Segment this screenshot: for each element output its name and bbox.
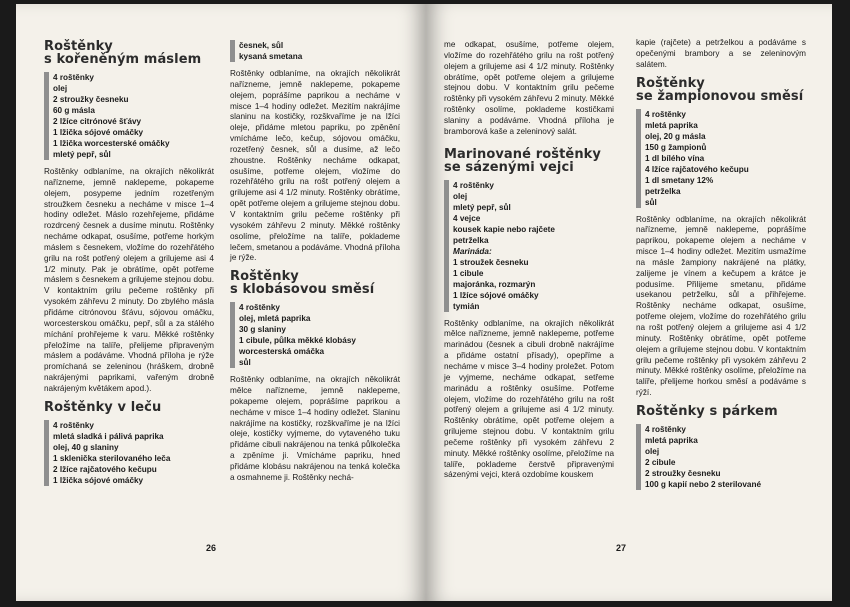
ingredient: 1 lžíce sójové omáčky <box>453 290 539 300</box>
recipe-title-marinovane <box>444 148 614 174</box>
ingredient-list <box>230 302 400 368</box>
ingredient: 4 roštěnky <box>645 424 686 434</box>
recipe-instructions: me odkapat, osušíme, potřeme olejem, vložíme do rozehřátého grilu na rošt potřený olejem a grilujeme asi 4 1/2 minuty. Roštěnky obrátíme, opět potřeme olejem a grilujeme stejnou dobu. V kontaktním grilu pečeme roštěnky při vysokém záhřevu 2 minuty. Měkké roštěnky osolíme, poklademe kostičkami slaniny a podáváme. Vhodná příloha je bramborová kaše a zeleninový salát. <box>444 40 614 136</box>
ingredient: 2 lžíce rajčatového kečupu <box>53 464 157 474</box>
ingredient: 4 roštěnky <box>453 180 494 190</box>
ingredient: olej <box>645 446 660 456</box>
ingredient: 4 roštěnky <box>53 420 94 430</box>
marinade-label: Marináda: <box>453 246 492 256</box>
ingredient: 4 vejce <box>453 213 481 223</box>
ingredient: 100 g kapií nebo 2 sterilované <box>645 479 762 489</box>
ingredient: 4 roštěnky <box>53 73 94 82</box>
ingredient: 30 g slaniny <box>239 325 286 335</box>
ingredient: česnek, sůl <box>239 41 284 50</box>
ingredient: olej, 20 g másla <box>645 131 706 141</box>
ingredient: 1 lžička sójové omáčky <box>53 128 144 137</box>
ingredient: 1 cibule <box>453 268 484 278</box>
recipe-title-koreneny <box>44 40 214 66</box>
right-column-1 <box>444 40 614 487</box>
ingredient-list <box>44 72 214 160</box>
recipe-title-lecu: Roštěnky v leču <box>44 399 162 415</box>
ingredient: 1 stroužek česneku <box>453 257 529 267</box>
ingredient: 2 lžíce citrónové šťávy <box>53 117 142 126</box>
ingredient: 4 roštěnky <box>239 303 280 313</box>
left-column-1 <box>44 40 214 493</box>
ingredient: 2 stroužky česneku <box>53 95 129 104</box>
left-column-2 <box>230 40 400 490</box>
recipe-instructions: Roštěnky odblaníme, na okrajích několikrát nařízneme, jemně naklepeme, pokapeme olejem, poprášíme paprikou a necháme v misce 1–4 hodiny odležet. Mezitím nakrájíme slaninu na kostičky, rozškvaříme je na lžíci oleje, přidáme mletou papriku, po zpěnění vmícháme lečo, kečup, sójovou omáčku, rozetřený česnek, sůl a dusíme, až lečo zhoustne. Roštěnky necháme odkapat, osušíme, potřeme olejem, vložíme do rozehřátého grilu na rošt potřený olejem a grilujeme asi 4 1/2 minuty. Roštěnky obrátíme, opět potřeme olejem a grilujeme stejnou dobu. V kontaktním grilu pečeme roštěnky při vysokém záhřevu 2 minuty. Měkké roštěnky osolíme, přeložíme na talíře, poklademe lečem, smetanou a podáváme. Vhodná příloha je rýže. <box>230 69 400 263</box>
ingredient: 1 dl smetany 12% <box>645 175 714 185</box>
recipe-instructions: Roštěnky odblaníme, na okrajích několikrát mělce nařízneme, jemně naklepeme, pokapeme olejem, poprášíme paprikou a necháme v misce 1–4 hodiny odležet. Slaninu nakrájíme na kostičky, rozškvaříme je na lžíci oleje, kostičky vyjmeme, do vytaveného tuku přidáme cibuli nakrájenou na tenká půlkolečka a zpěníme ji. Vmícháme papriku, hned přidáme klobásu nakrájenou na tenká kolečka a osmahneme ji. Roštěnky nechá- <box>230 375 400 482</box>
recipe-instructions: Roštěnky odblaníme, na okrajích několikrát mělce nařízneme, jemně naklepeme, potřeme marinádou (česnek a cibuli drobně nakrájíme a přidáme ostatní přísady), opepříme a necháme v misce 3–4 hodiny proležet. Potom je vyjmeme, necháme odkapat, setřeme marinádu a roštěnky osušíme. Potřeme olejem, vložíme do rozehřátého grilu na rošt potřený olejem a grilujeme asi 4 1/2 minuty. Roštěnky obrátíme, opět potřeme olejem a grilujeme stejnou dobu. V kontaktním grilu pečeme roštěnky při vysokém záhřevu 2 minuty. Měkké roštěnky osolíme, přeložíme na talíře, poklademe čerstvě připravenými sázenými vejci, která ozdobíme kouskem <box>444 318 614 480</box>
ingredient: kysaná smetana <box>239 52 303 61</box>
left-page <box>16 4 426 601</box>
ingredient: petrželka <box>645 186 681 196</box>
ingredient: 150 g žampionů <box>645 142 707 152</box>
ingredient: mletá paprika <box>645 435 698 445</box>
title-line-2: se sázenými vejci <box>444 159 574 175</box>
title-line-1: Roštěnky <box>230 269 299 285</box>
ingredient: sůl <box>239 358 251 368</box>
title-line-1: Roštěnky <box>636 75 705 91</box>
ingredient: sůl <box>645 197 657 207</box>
title-line-1: Marinované roštěnky <box>444 146 601 162</box>
ingredient: 1 lžička worcesterské omáčky <box>53 139 170 148</box>
ingredient: worcesterská omáčka <box>239 347 325 357</box>
ingredient-list <box>444 180 614 312</box>
title-line-2: s klobásovou směsí <box>230 282 375 298</box>
title-line-2: s kořeněným máslem <box>44 52 202 67</box>
ingredient: mletá paprika <box>645 120 698 130</box>
right-page <box>426 4 832 601</box>
title-line-1: Roštěnky <box>44 39 113 54</box>
ingredient: olej, 40 g slaniny <box>53 442 119 452</box>
ingredient: 1 dl bílého vína <box>645 153 705 163</box>
ingredient: mletý pepř, sůl <box>453 202 511 212</box>
ingredient: petrželka <box>453 235 489 245</box>
ingredient: 2 cibule <box>645 457 676 467</box>
ingredient: 1 lžička sójové omáčky <box>53 475 144 485</box>
ingredient-list <box>636 424 806 490</box>
ingredient: 60 g másla <box>53 106 95 115</box>
ingredient: olej <box>53 84 68 93</box>
ingredient: olej <box>453 191 468 201</box>
ingredient: majoránka, rozmarýn <box>453 279 536 289</box>
recipe-title-klobasa <box>230 270 400 296</box>
ingredient: kousek kapie nebo rajčete <box>453 224 555 234</box>
ingredient: mletý pepř, sůl <box>53 150 111 159</box>
ingredient: 1 cibule, půlka měkké klobásy <box>239 336 356 346</box>
recipe-instructions: Roštěnky odblaníme, na okrajích několikrát nařízneme, jemně naklepeme, pokapeme olejem, posypeme jedním rozetřeným stroužkem česneku a necháme v misce 1–4 hodiny odležet. Máslo rozehřejeme, přidáme rozdrcený česnek a dusíme minutu. Roštěnky necháme odkapat, osušíme, potřeme horkým máslem s česnekem, vložíme do rozehřátého grilu na rošt potřený olejem a grilujeme asi 4 1/2 minuty. Pak je obrátíme, opět potřeme máslem s česnekem a grilujeme stejnou dobu. V kontaktním grilu pečeme roštěnky při vysokém záhřevu 2 minuty. Do zbylého másla přidáme citrónovou šťávu, sójovou omáčku, worcesterskou omáčku, pepř, sůl a za stálého míchání prohřejeme k varu. Měkké roštěnky přeložíme na talíře, přelijeme připraveným máslem a podáváme. Vhodná příloha je rýže promíchaná se zeleninou (hráškem, drobně nakrájenými paprikami, vařeným drobně nakrájeným květákem apod.). <box>44 167 214 393</box>
ingredient-list <box>44 420 214 486</box>
page-number: 26 <box>206 543 217 553</box>
title-line-2: se žampionovou směsí <box>636 88 804 104</box>
recipe-instructions: Roštěnky odblaníme, na okrajích několikrát nařízneme, jemně naklepeme, poprášíme paprikou, pokapeme olejem a necháme v misce 1–4 hodiny odležet. Mezitím usmažíme na másle žampiony nakrájené na plátky, zalijeme je vínem a kečupem a krátce je podusíme. Přilijeme smetanu, přidáme usekanou petrželku, sůl a přihřejeme. Roštěnky necháme odkapat, osušíme, potřeme olejem, vložíme do rozehřátého grilu na rošt potřený olejem a grilujeme asi 4 1/2 minuty. Roštěnky obrátíme, opět potřeme olejem a grilujeme stejnou dobu. V kontaktním grilu pečeme roštěnky při vysokém záhřevu 2 minuty. Měkké roštěnky osolíme, přeložíme na talíře, přelijeme horkou směsí a podáváme s rýží. <box>636 214 806 398</box>
ingredient: 4 roštěnky <box>645 109 686 119</box>
ingredient: 1 sklenička sterilovaného leča <box>53 453 171 463</box>
ingredient: 2 stroužky česneku <box>645 468 721 478</box>
recipe-instructions: kapie (rajčete) a petrželkou a podáváme s opečenými brambory a se zeleninovým salátem. <box>636 38 806 69</box>
ingredient: mletá sladká i pálivá paprika <box>53 431 164 441</box>
ingredient: 4 lžíce rajčatového kečupu <box>645 164 749 174</box>
ingredient: tymián <box>453 301 480 311</box>
ingredient-list <box>636 109 806 208</box>
recipe-title-parek: Roštěnky s párkem <box>636 403 778 419</box>
recipe-title-zampion <box>636 77 806 103</box>
ingredient: olej, mletá paprika <box>239 314 311 324</box>
right-column-2 <box>636 38 806 497</box>
page-number: 27 <box>616 543 627 553</box>
ingredient-list <box>230 40 400 62</box>
